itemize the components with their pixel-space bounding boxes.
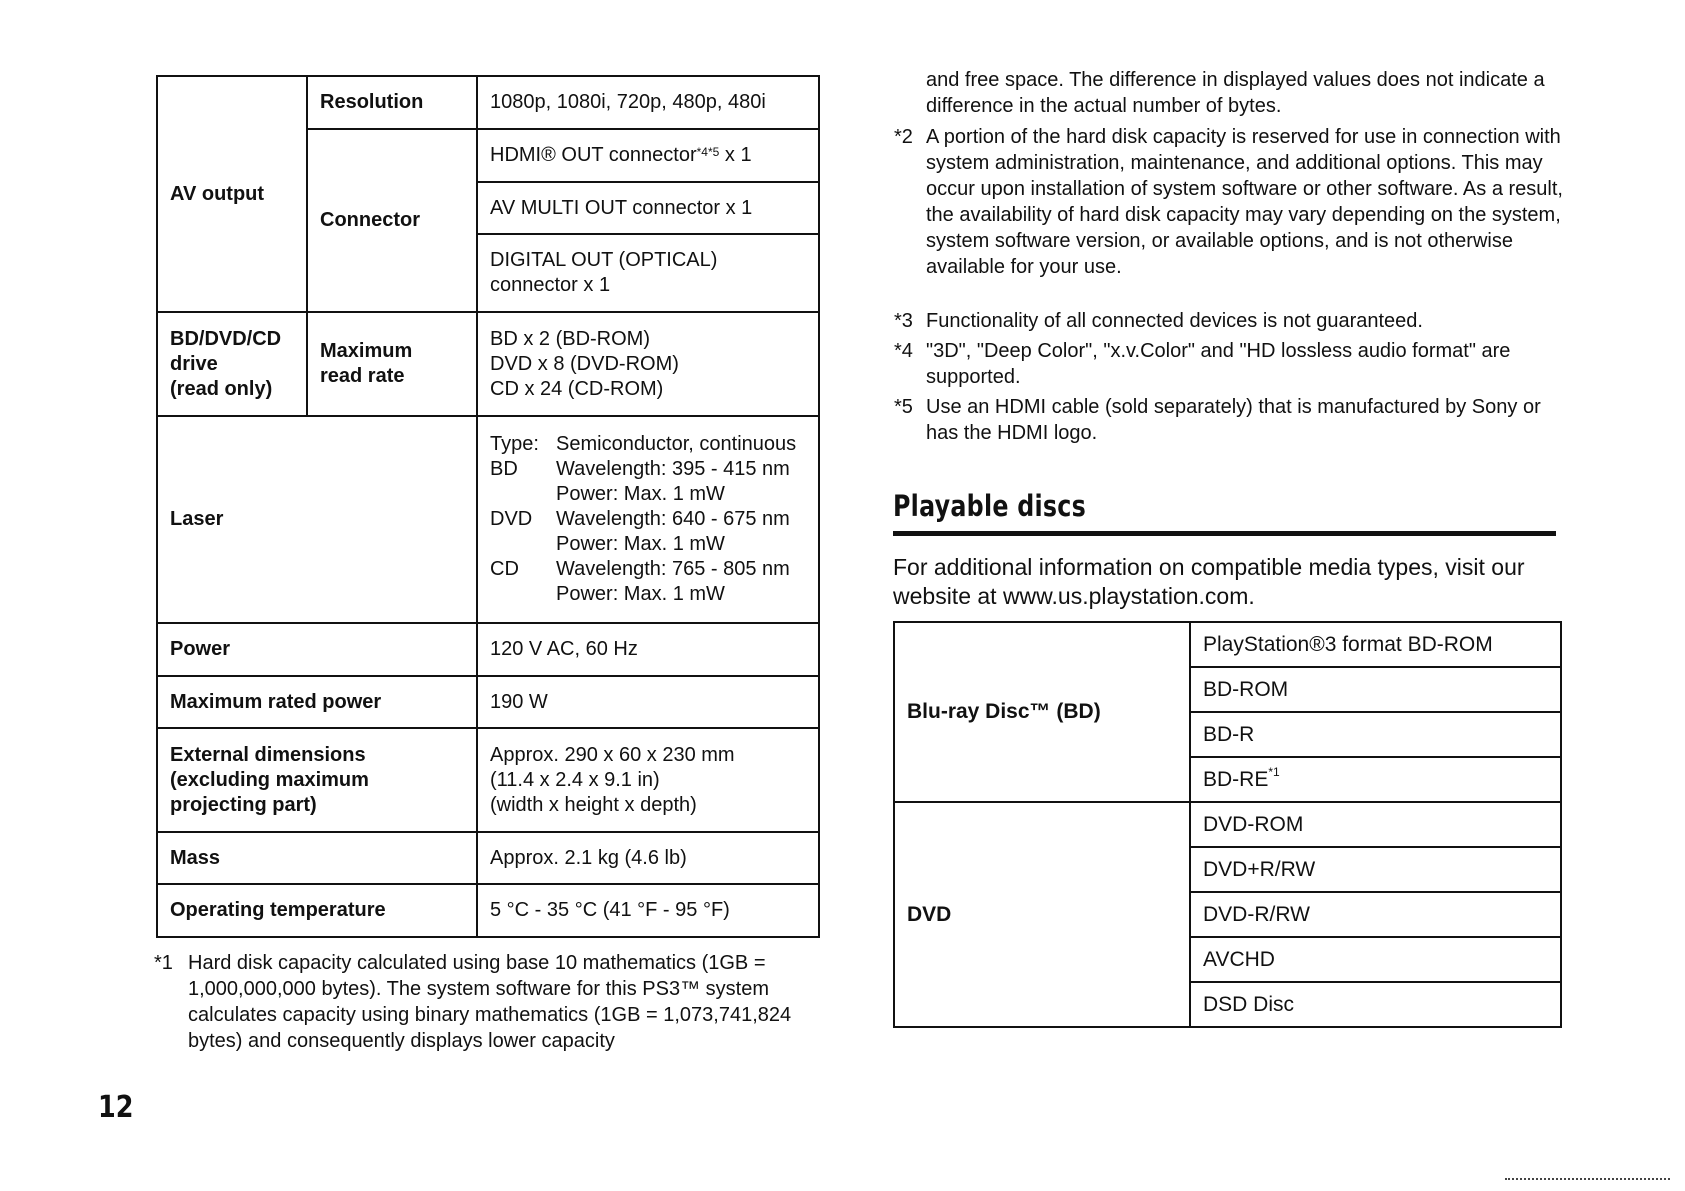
operating-temperature-label: Operating temperature <box>157 884 477 937</box>
playable-discs-heading: Playable discs <box>893 489 1087 523</box>
footnote-3 <box>894 308 1566 334</box>
laser-cd-key: CD <box>490 558 519 580</box>
dimensions-label-line-3: projecting part) <box>170 793 317 816</box>
dimensions-label <box>157 728 477 832</box>
footnote-5-mark: *5 <box>894 396 913 418</box>
laser-dvd-key: DVD <box>490 508 533 530</box>
playable-discs-table <box>893 621 1562 1028</box>
laser-grid <box>490 432 806 607</box>
dimensions-label-line-2: (excluding maximum <box>170 768 369 791</box>
digital-out-line-1: DIGITAL OUT (OPTICAL) <box>490 249 718 271</box>
scan-dotted-line <box>1505 1178 1670 1180</box>
heading-rule <box>893 531 1556 536</box>
bd-item-ps3-bd-rom: PlayStation®3 format BD-ROM <box>1190 622 1561 667</box>
laser-value <box>477 416 819 623</box>
bd-item-bd-re <box>1190 757 1561 802</box>
footnote-2 <box>894 124 1566 280</box>
resolution-value: 1080p, 1080i, 720p, 480p, 480i <box>477 76 819 129</box>
dimensions-value-line-1: Approx. 290 x 60 x 230 mm <box>490 743 735 766</box>
dvd-item-avchd: AVCHD <box>1190 937 1561 982</box>
hdmi-connector-text: HDMI® OUT connector <box>490 144 697 166</box>
hdmi-connector-count: x 1 <box>719 144 752 166</box>
footnote-4 <box>894 338 1566 390</box>
read-rate-label <box>307 312 477 416</box>
dimensions-value <box>477 728 819 832</box>
footnote-2-mark: *2 <box>894 126 913 148</box>
laser-dvd-power: Power: Max. 1 mW <box>556 533 725 555</box>
bd-re-text: BD-RE <box>1203 767 1269 791</box>
footnote-1-continued: and free space. The difference in displayed values does not indicate a difference in the actual number of bytes. <box>926 69 1545 117</box>
read-rate-label-line-1: Maximum <box>320 340 413 362</box>
drive-label-line-2: drive <box>170 352 218 375</box>
drive-label-line-3: (read only) <box>170 377 273 400</box>
footnote-4-mark: *4 <box>894 340 913 362</box>
hdmi-footnote-ref: *4*5 <box>696 145 720 159</box>
bd-item-bd-r: BD-R <box>1190 712 1561 757</box>
dimensions-value-line-2: (11.4 x 2.4 x 9.1 in) <box>490 768 660 791</box>
laser-bd-key: BD <box>490 458 518 480</box>
drive-label-line-1: BD/DVD/CD <box>170 327 282 350</box>
connector-label: Connector <box>307 129 477 312</box>
dvd-item-dsd-disc: DSD Disc <box>1190 982 1561 1027</box>
laser-type-value: Semiconductor, continuous <box>556 433 797 455</box>
digital-out-line-2: connector x 1 <box>490 274 611 296</box>
table-row <box>894 622 1561 667</box>
mass-label: Mass <box>157 832 477 884</box>
footnote-2-text: A portion of the hard disk capacity is reserved for use in connection with system administration, maintenance, and additional options. This may occur upon installation of system software or other software. As a result, the availability of hard disk capacity may vary depending on the system, system software version, or available options, and is not otherwise available for your use. <box>926 126 1563 278</box>
bd-re-footnote-ref: *1 <box>1268 764 1280 779</box>
mass-value: Approx. 2.1 kg (4.6 lb) <box>477 832 819 884</box>
read-rate-value <box>477 312 819 416</box>
av-output-label: AV output <box>157 76 307 312</box>
digital-out-value <box>477 234 819 312</box>
laser-bd-wavelength: Wavelength: 395 - 415 nm <box>556 458 790 480</box>
laser-cd-wavelength: Wavelength: 765 - 805 nm <box>556 558 790 580</box>
laser-dvd-wavelength: Wavelength: 640 - 675 nm <box>556 508 790 530</box>
laser-label: Laser <box>157 416 477 623</box>
laser-bd-power: Power: Max. 1 mW <box>556 483 725 505</box>
bd-category-label: Blu-ray Disc™ (BD) <box>894 622 1190 802</box>
read-rate-bd: BD x 2 (BD-ROM) <box>490 327 650 350</box>
power-label: Power <box>157 623 477 676</box>
footnote-4-text: "3D", "Deep Color", "x.v.Color" and "HD lossless audio format" are supported. <box>926 340 1511 388</box>
drive-label <box>157 312 307 416</box>
playable-discs-intro: For additional information on compatible media types, visit our website at www.us.playstation.com. <box>893 554 1525 609</box>
resolution-label: Resolution <box>307 76 477 129</box>
max-rated-power-label: Maximum rated power <box>157 676 477 728</box>
dvd-item-dvd-plus-r-rw: DVD+R/RW <box>1190 847 1561 892</box>
laser-type-key: Type: <box>490 433 539 455</box>
operating-temperature-value: 5 °C - 35 °C (41 °F - 95 °F) <box>477 884 819 937</box>
footnote-3-text: Functionality of all connected devices is not guaranteed. <box>926 310 1423 332</box>
specifications-table <box>156 75 820 938</box>
bd-item-bd-rom: BD-ROM <box>1190 667 1561 712</box>
av-multi-out-value: AV MULTI OUT connector x 1 <box>477 182 819 234</box>
laser-cd-power: Power: Max. 1 mW <box>556 583 725 605</box>
dimensions-label-line-1: External dimensions <box>170 743 366 766</box>
read-rate-cd: CD x 24 (CD-ROM) <box>490 377 664 400</box>
footnote-5-text: Use an HDMI cable (sold separately) that is manufactured by Sony or has the HDMI logo. <box>926 396 1541 444</box>
dvd-item-dvd-rom: DVD-ROM <box>1190 802 1561 847</box>
footnote-1 <box>154 950 822 1054</box>
footnote-5 <box>894 394 1566 446</box>
read-rate-dvd: DVD x 8 (DVD-ROM) <box>490 352 679 375</box>
power-value: 120 V AC, 60 Hz <box>477 623 819 676</box>
hdmi-connector-value <box>477 129 819 182</box>
dimensions-value-line-3: (width x height x depth) <box>490 793 697 816</box>
footnote-1-text: Hard disk capacity calculated using base 10 mathematics (1GB = 1,000,000,000 bytes). The system software for this PS3™ system calculates capacity using binary mathematics (1GB = 1,073,741,824 bytes) and consequently displays lower capacity <box>188 952 792 1052</box>
table-row <box>894 802 1561 847</box>
dvd-category-label: DVD <box>894 802 1190 1027</box>
dvd-item-dvd-minus-r-rw: DVD-R/RW <box>1190 892 1561 937</box>
footnote-3-mark: *3 <box>894 310 913 332</box>
read-rate-label-line-2: read rate <box>320 365 405 387</box>
page-number: 12 <box>98 1090 134 1125</box>
footnote-1-mark: *1 <box>154 952 173 974</box>
max-rated-power-value: 190 W <box>477 676 819 728</box>
